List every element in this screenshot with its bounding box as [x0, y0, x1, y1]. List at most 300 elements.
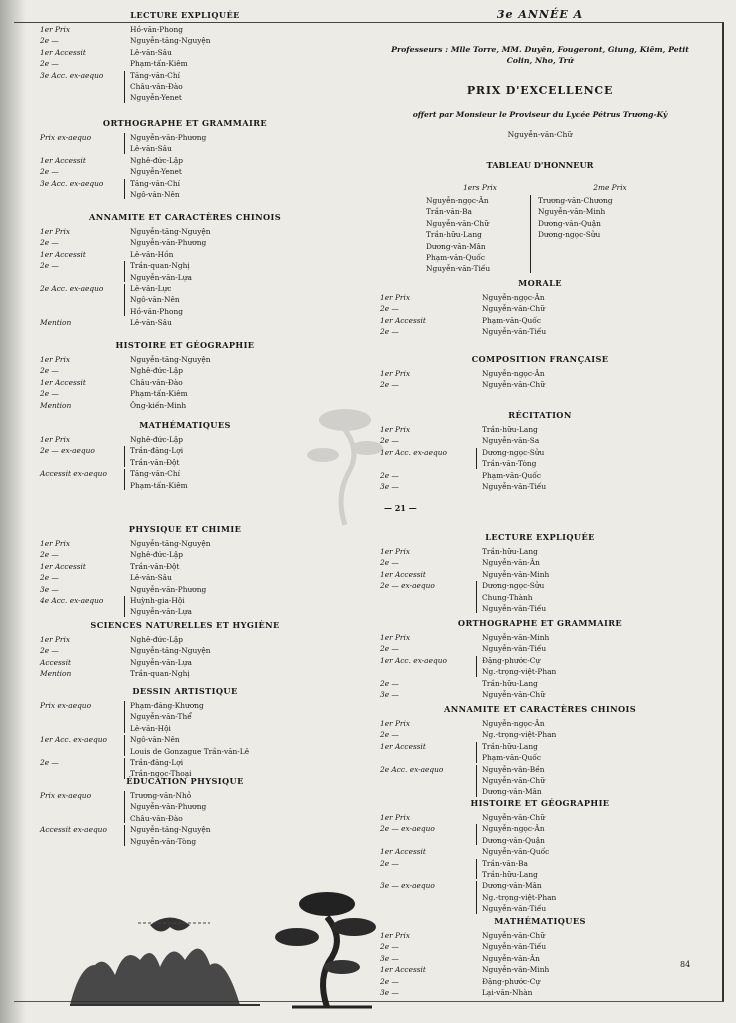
student-name: Nguyễn-văn-Minh [482, 569, 550, 579]
award-label: 2e — [40, 261, 59, 271]
award-label: 3e — [40, 584, 59, 594]
student-name: Nghê-đức-Lập [130, 550, 184, 560]
student-name: Nguyễn-Yenet [130, 93, 182, 103]
student-name: Lê-văn-Sâu [130, 144, 172, 154]
award-label: 2e Acc. ex-aequo [40, 283, 104, 293]
award-label: 4e Acc. ex-aequo [40, 595, 104, 605]
student-name: Nguyễn-văn-Lựa [130, 657, 192, 667]
honor-col2-name: Dương-văn-Quận [538, 218, 601, 228]
award-label: 2e — [40, 59, 59, 69]
ex-aequo-brace [476, 742, 480, 763]
student-name: Nguyễn-văn-Chữ [482, 931, 545, 940]
award-row [40, 434, 330, 445]
award-row [380, 941, 700, 952]
student-name: Nguyễn-Yenet [130, 167, 182, 177]
section-title: MORALE [518, 278, 562, 288]
left-section [40, 524, 330, 618]
student-name: Tăng-văn-Chí [130, 178, 180, 188]
award-label: 2e — [380, 380, 399, 390]
student-name: Dương-ngọc-Sửu [482, 447, 545, 457]
award-label: Accessit [40, 657, 71, 667]
award-label: 1er Prix [380, 931, 410, 940]
award-row [40, 155, 330, 166]
student-name: Lê-văn-Sâu [130, 573, 172, 583]
student-name: Lê-văn-Hồn [130, 249, 174, 259]
honor-title: TABLEAU D'HONNEUR [486, 160, 594, 170]
award-label: 2e — [40, 36, 59, 46]
award-row [40, 734, 330, 745]
left-section [40, 212, 330, 329]
award-label: 1er Prix [40, 25, 70, 34]
ex-aequo-brace [476, 765, 480, 797]
award-label: 3e Acc. ex-aequo [40, 70, 104, 80]
award-row [380, 892, 700, 903]
ex-aequo-brace [124, 596, 128, 617]
student-name: Nguyễn-văn-Chữ [482, 775, 545, 785]
award-label: 1er Accessit [40, 377, 86, 387]
award-row [380, 592, 700, 603]
award-row [380, 368, 700, 379]
award-row [40, 189, 330, 200]
student-name: Nguyễn-văn-Phương [130, 802, 207, 812]
award-label: 2e — ex-aequo [380, 581, 435, 591]
student-name: Nguyễn-văn-Tiếu [482, 644, 547, 654]
award-label: 2e — [40, 550, 59, 560]
award-label: 2e — [40, 573, 59, 583]
award-label: 1er Prix [380, 369, 410, 378]
award-row [40, 746, 330, 757]
award-row [40, 24, 330, 35]
student-name: Phạm-tấn-Kiêm [130, 480, 188, 490]
section-title: LECTURE EXPLIQUÉE [485, 532, 595, 542]
right-section [380, 532, 700, 614]
student-name: Lê-văn-Sâu [130, 318, 172, 328]
right-column [380, 0, 700, 1023]
honor-col1-label: 1ers Prix [463, 183, 497, 192]
award-row [380, 557, 700, 568]
student-name: Nguyễn-văn-Chữ [482, 813, 545, 822]
award-label: 3e — ex-aequo [380, 881, 435, 891]
student-name: Hồ-văn-Phong [130, 306, 183, 316]
student-name: Châu-văn-Đào [130, 813, 183, 823]
student-name: Trần-đăng-Lợi [130, 446, 184, 456]
award-row [380, 835, 700, 846]
section-title: PHYSIQUE ET CHIMIE [128, 524, 242, 534]
award-label: Mention [40, 669, 72, 679]
award-label: 1er Prix [40, 227, 70, 236]
award-row [40, 317, 330, 328]
award-row [380, 752, 700, 763]
award-label: 2e — [380, 942, 399, 952]
student-name: Phạm-văn-Quốc [482, 315, 541, 325]
award-row [40, 81, 330, 92]
student-name: Nguyễn-tăng-Nguyện [130, 227, 211, 236]
award-label: 1er Prix [380, 633, 410, 642]
award-row [40, 388, 330, 399]
section-title: COMPOSITION FRANÇAISE [471, 354, 609, 364]
left-section [40, 118, 330, 200]
left-section [40, 620, 330, 680]
award-row [380, 903, 700, 914]
student-name: Lê-văn-Sâu [130, 47, 172, 57]
award-row [380, 326, 700, 337]
award-label: 3e — [380, 987, 399, 997]
honor-col1-name: Nguyễn-văn-Chữ [426, 218, 489, 228]
honor-col1-name: Nguyễn-văn-Tiếu [426, 264, 491, 274]
right-section [380, 916, 700, 998]
award-label: 3e — [380, 481, 399, 491]
award-label: 1er Prix [380, 293, 410, 302]
ex-aequo-brace [124, 133, 128, 154]
excellence-title: PRIX D'EXCELLENCE [466, 84, 614, 97]
award-row [40, 294, 330, 305]
award-label: 1er Acc. ex-aequo [380, 447, 447, 457]
right-section [380, 618, 700, 700]
student-name: Nguyễn-văn-Tòng [130, 836, 197, 846]
section-title: MATHÉMATIQUES [494, 916, 586, 926]
award-row [380, 987, 700, 998]
student-name: Nguyễn-văn-Lựa [130, 272, 192, 282]
award-row [40, 92, 330, 103]
award-label: 2e — [380, 558, 399, 568]
award-label: Prix ex-aequo [40, 701, 92, 710]
award-row [40, 480, 330, 491]
award-row [40, 377, 330, 388]
award-label: 2e — ex-aequo [380, 824, 435, 834]
left-section [40, 420, 330, 491]
section-title: MATHÉMATIQUES [139, 420, 231, 430]
student-name: Nguyễn-văn-Ân [482, 558, 540, 568]
section-title: HISTOIRE ET GÉOGRAPHIE [115, 340, 255, 350]
award-row [380, 315, 700, 326]
award-row [40, 166, 330, 177]
student-name: Nghê-đức-Lập [130, 366, 184, 376]
student-name: Ngô-văn-Nên [130, 735, 180, 745]
award-row [380, 786, 700, 797]
section-title: DESSIN ARTISTIQUE [132, 686, 238, 696]
honor-col2-name: Trương-văn-Chương [538, 196, 613, 205]
award-row [380, 741, 700, 752]
award-label: 2e — [40, 366, 59, 376]
award-label: 1er Prix [40, 539, 70, 548]
award-label: 2e — ex-aequo [40, 446, 95, 456]
student-name: Louis de Gonzague Trần-văn-Lê [130, 746, 250, 756]
student-name: Nguyễn-văn-Chữ [482, 689, 545, 699]
award-label: 1er Prix [380, 813, 410, 822]
award-row [40, 645, 330, 656]
student-name: Trần-ngọc-Thoại [130, 769, 192, 779]
award-row [380, 880, 700, 891]
award-row [40, 237, 330, 248]
award-row [40, 260, 330, 271]
section-title: ANNAMITE ET CARACTÈRES CHINOIS [443, 704, 637, 714]
excellence-winner: Nguyễn-văn-Chữ [507, 130, 573, 139]
section-title: RÉCITATION [508, 410, 572, 420]
honor-col2-name: Dương-ngọc-Sửu [538, 230, 601, 240]
award-label: Accessit ex-aequo [40, 825, 107, 835]
honor-col1-name: Nguyễn-ngọc-Ân [426, 196, 489, 205]
award-row [40, 549, 330, 560]
student-name: Tăng-văn-Chí [130, 70, 180, 80]
left-column [40, 0, 330, 1023]
ex-aequo-brace [476, 448, 480, 469]
award-label: 2e — [40, 757, 59, 767]
student-name: Châu-văn-Đào [130, 377, 183, 387]
award-label: 1er Prix [380, 425, 410, 434]
faded-tree-watermark [305, 400, 385, 530]
ex-aequo-brace [476, 581, 480, 613]
section-title: ORTHOGRAPHE ET GRAMMAIRE [457, 618, 623, 628]
student-name: Trần-hữu-Lang [482, 425, 538, 434]
ex-aequo-brace [124, 701, 128, 733]
student-name: Nguyễn-văn-Tiếu [482, 481, 547, 491]
student-name: Trần-đăng-Lợi [130, 757, 184, 767]
left-section [40, 686, 330, 780]
award-label: 2e — [380, 644, 399, 654]
student-name: Nghê-đức-Lập [130, 435, 184, 444]
award-row [40, 824, 330, 835]
student-name: Ngô-văn-Nên [130, 295, 180, 305]
award-row [380, 678, 700, 689]
award-row [380, 812, 700, 823]
award-row [40, 595, 330, 606]
award-label: 1er Accessit [380, 847, 426, 857]
student-name: Nguyễn-tăng-Nguyện [130, 539, 211, 548]
award-row [40, 801, 330, 812]
student-name: Nguyễn-ngọc-Ân [482, 719, 545, 728]
award-row [40, 178, 330, 189]
student-name: Nguyễn-văn-Quốc [482, 847, 550, 857]
award-row [380, 435, 700, 446]
award-row [40, 457, 330, 468]
award-row [40, 723, 330, 734]
student-name: Nguyễn-tăng-Nguyện [130, 646, 211, 656]
award-row [380, 775, 700, 786]
award-row [40, 606, 330, 617]
award-row [380, 823, 700, 834]
award-label: 1er Accessit [40, 155, 86, 165]
professors-line: Professeurs : Mlle Torre, MM. Duyên, Fougeront, Giung, Kiêm, Petit Colin, Nho, Trứ [391, 45, 689, 65]
award-label: 2e — [380, 976, 399, 986]
ex-aequo-brace [124, 284, 128, 316]
award-row [380, 603, 700, 614]
student-name: Nguyễn-tăng-Nguyện [130, 355, 211, 364]
student-name: Nguyễn-tăng-Nguyện [130, 36, 211, 46]
student-name: Trương-văn-Nhỏ [130, 791, 192, 800]
award-label: 1er Accessit [40, 47, 86, 57]
award-label: 1er Prix [380, 547, 410, 556]
award-row [40, 445, 330, 456]
ex-aequo-brace [124, 71, 128, 103]
award-row [380, 569, 700, 580]
award-row [380, 930, 700, 941]
award-row [380, 953, 700, 964]
student-name: Phạm-tấn-Kiêm [130, 59, 188, 69]
student-name: Nguyễn-văn-Chữ [482, 304, 545, 314]
right-section [380, 410, 700, 492]
award-label: 1er Accessit [380, 315, 426, 325]
student-name: Châu-văn-Đào [130, 81, 183, 91]
award-label: 1er Acc. ex-aequo [380, 655, 447, 665]
award-row [40, 561, 330, 572]
award-label: 1er Accessit [40, 249, 86, 259]
right-section [380, 704, 700, 798]
award-label: 1er Accessit [40, 561, 86, 571]
award-label: 1er Prix [40, 635, 70, 644]
award-row [40, 757, 330, 768]
student-name: Lại-văn-Nhàn [482, 987, 533, 997]
award-row [40, 226, 330, 237]
student-name: Nguyễn-văn-Bền [482, 764, 545, 774]
student-name: Nguyễn-văn-Minh [482, 633, 550, 642]
award-row [380, 718, 700, 729]
award-label: 2e — [380, 730, 399, 740]
student-name: Tăng-văn-Chí [130, 469, 180, 479]
award-row [380, 689, 700, 700]
honor-col1-name: Trần-văn-Ba [426, 207, 472, 217]
ex-aequo-brace [124, 446, 128, 467]
student-name: Trần-hữu-Lang [482, 741, 538, 751]
ex-aequo-brace [124, 179, 128, 200]
student-name: Nguyễn-văn-Phương [130, 238, 207, 248]
award-label: 1er Prix [40, 355, 70, 364]
student-name: Nguyễn-văn-Ân [482, 953, 540, 963]
award-row [40, 70, 330, 81]
award-row [380, 580, 700, 591]
student-name: Nguyễn-ngọc-Ân [482, 824, 545, 834]
student-name: Ng.-trọng-việt-Phan [482, 667, 557, 677]
ex-aequo-brace [476, 881, 480, 913]
award-row [40, 400, 330, 411]
award-label: Mention [40, 400, 72, 410]
student-name: Ng.-trọng-việt-Phan [482, 892, 557, 902]
student-name: Nguyễn-ngọc-Ân [482, 293, 545, 302]
award-row [40, 700, 330, 711]
student-name: Ông-kiến-Minh [130, 400, 187, 410]
award-row [380, 858, 700, 869]
award-label: 2e — [40, 646, 59, 656]
student-name: Huỳnh-gia-Hội [130, 595, 185, 605]
award-row [380, 632, 700, 643]
award-row [40, 711, 330, 722]
student-name: Nguyễn-văn-Tiếu [482, 603, 547, 613]
student-name: Nguyễn-văn-Lựa [130, 607, 192, 617]
student-name: Trần-quan-Nghị [130, 261, 190, 271]
award-row [40, 306, 330, 317]
student-name: Trần-hữu-Lang [482, 547, 538, 556]
award-row [40, 468, 330, 479]
award-row [380, 424, 700, 435]
award-row [40, 143, 330, 154]
student-name: Đặng-phước-Cự [482, 655, 541, 665]
award-row [380, 964, 700, 975]
student-name: Dương-văn-Mân [482, 787, 542, 797]
award-label: 1er Prix [380, 719, 410, 728]
award-row [40, 634, 330, 645]
award-row [380, 447, 700, 458]
award-row [40, 668, 330, 679]
left-section [40, 10, 330, 104]
award-label: 2e — [380, 327, 399, 337]
award-row [40, 790, 330, 801]
award-row [40, 365, 330, 376]
ex-aequo-brace [124, 825, 128, 846]
student-name: Phạm-tấn-Kiêm [130, 389, 188, 399]
student-name: Nguyễn-văn-Tiếu [482, 942, 547, 952]
student-name: Nguyễn-văn-Sa [482, 436, 540, 446]
award-row [380, 976, 700, 987]
award-row [40, 272, 330, 283]
excellence-subtitle: offert par Monsieur le Proviseur du Lycée Pétrus Trương-Ký [412, 110, 668, 119]
award-row [40, 813, 330, 824]
student-name: Nguyễn-văn-Phương [130, 133, 207, 142]
student-name: Nguyễn-tăng-Nguyện [130, 825, 211, 835]
ex-aequo-brace [124, 469, 128, 490]
award-row [380, 470, 700, 481]
bonsai-tree-illustration [272, 882, 382, 1012]
award-label: 2e Acc. ex-aequo [380, 764, 444, 774]
award-label: Prix ex-aequo [40, 133, 92, 142]
award-label: 1er Accessit [380, 965, 426, 975]
student-name: Lê-văn-Lực [130, 283, 172, 293]
student-name: Nguyễn-văn-Minh [482, 965, 550, 975]
ex-aequo-brace [124, 261, 128, 282]
section-title: LECTURE EXPLIQUÉE [130, 10, 240, 20]
student-name: Nguyễn-văn-Chữ [482, 380, 545, 390]
award-row [380, 729, 700, 740]
student-name: Nghê-đức-Lập [130, 635, 184, 644]
award-row [40, 657, 330, 668]
right-section [380, 798, 700, 915]
left-section [40, 776, 330, 847]
award-row [40, 354, 330, 365]
student-name: Trần-hữu-Lang [482, 869, 538, 879]
left-section [40, 340, 330, 411]
student-name: Dương-ngọc-Sửu [482, 581, 545, 591]
award-label: 1er Accessit [380, 569, 426, 579]
award-row [380, 458, 700, 469]
award-row [40, 58, 330, 69]
student-name: Trần-văn-Đột [130, 561, 180, 571]
award-label: 2e — [380, 436, 399, 446]
award-row [380, 292, 700, 303]
award-label: 2e — [380, 858, 399, 868]
award-row [40, 572, 330, 583]
student-name: Nguyễn-văn-Thể [130, 712, 192, 722]
student-name: Ng.-trọng-việt-Phan [482, 730, 557, 740]
section-title: ÉDUCATION PHYSIQUE [126, 776, 244, 786]
honor-col2-label: 2me Prix [593, 183, 627, 192]
award-row [380, 303, 700, 314]
award-row [380, 655, 700, 666]
student-name: Lê-văn-Hội [130, 723, 171, 733]
award-label: Accessit ex-aequo [40, 469, 107, 479]
award-row [40, 132, 330, 143]
page-number: 84 [680, 960, 691, 969]
award-row [380, 846, 700, 857]
ex-aequo-brace [124, 735, 128, 756]
award-label: 1er Acc. ex-aequo [40, 735, 107, 745]
ex-aequo-brace [124, 791, 128, 823]
mountain-landscape-illustration [60, 905, 270, 1015]
student-name: Nguyễn-văn-Tiếu [482, 904, 547, 914]
student-name: Trần-văn-Đột [130, 457, 180, 467]
award-row [40, 584, 330, 595]
award-row [380, 869, 700, 880]
student-name: Đặng-phước-Cự [482, 976, 541, 986]
award-label: 2e — [380, 678, 399, 688]
award-row [380, 481, 700, 492]
